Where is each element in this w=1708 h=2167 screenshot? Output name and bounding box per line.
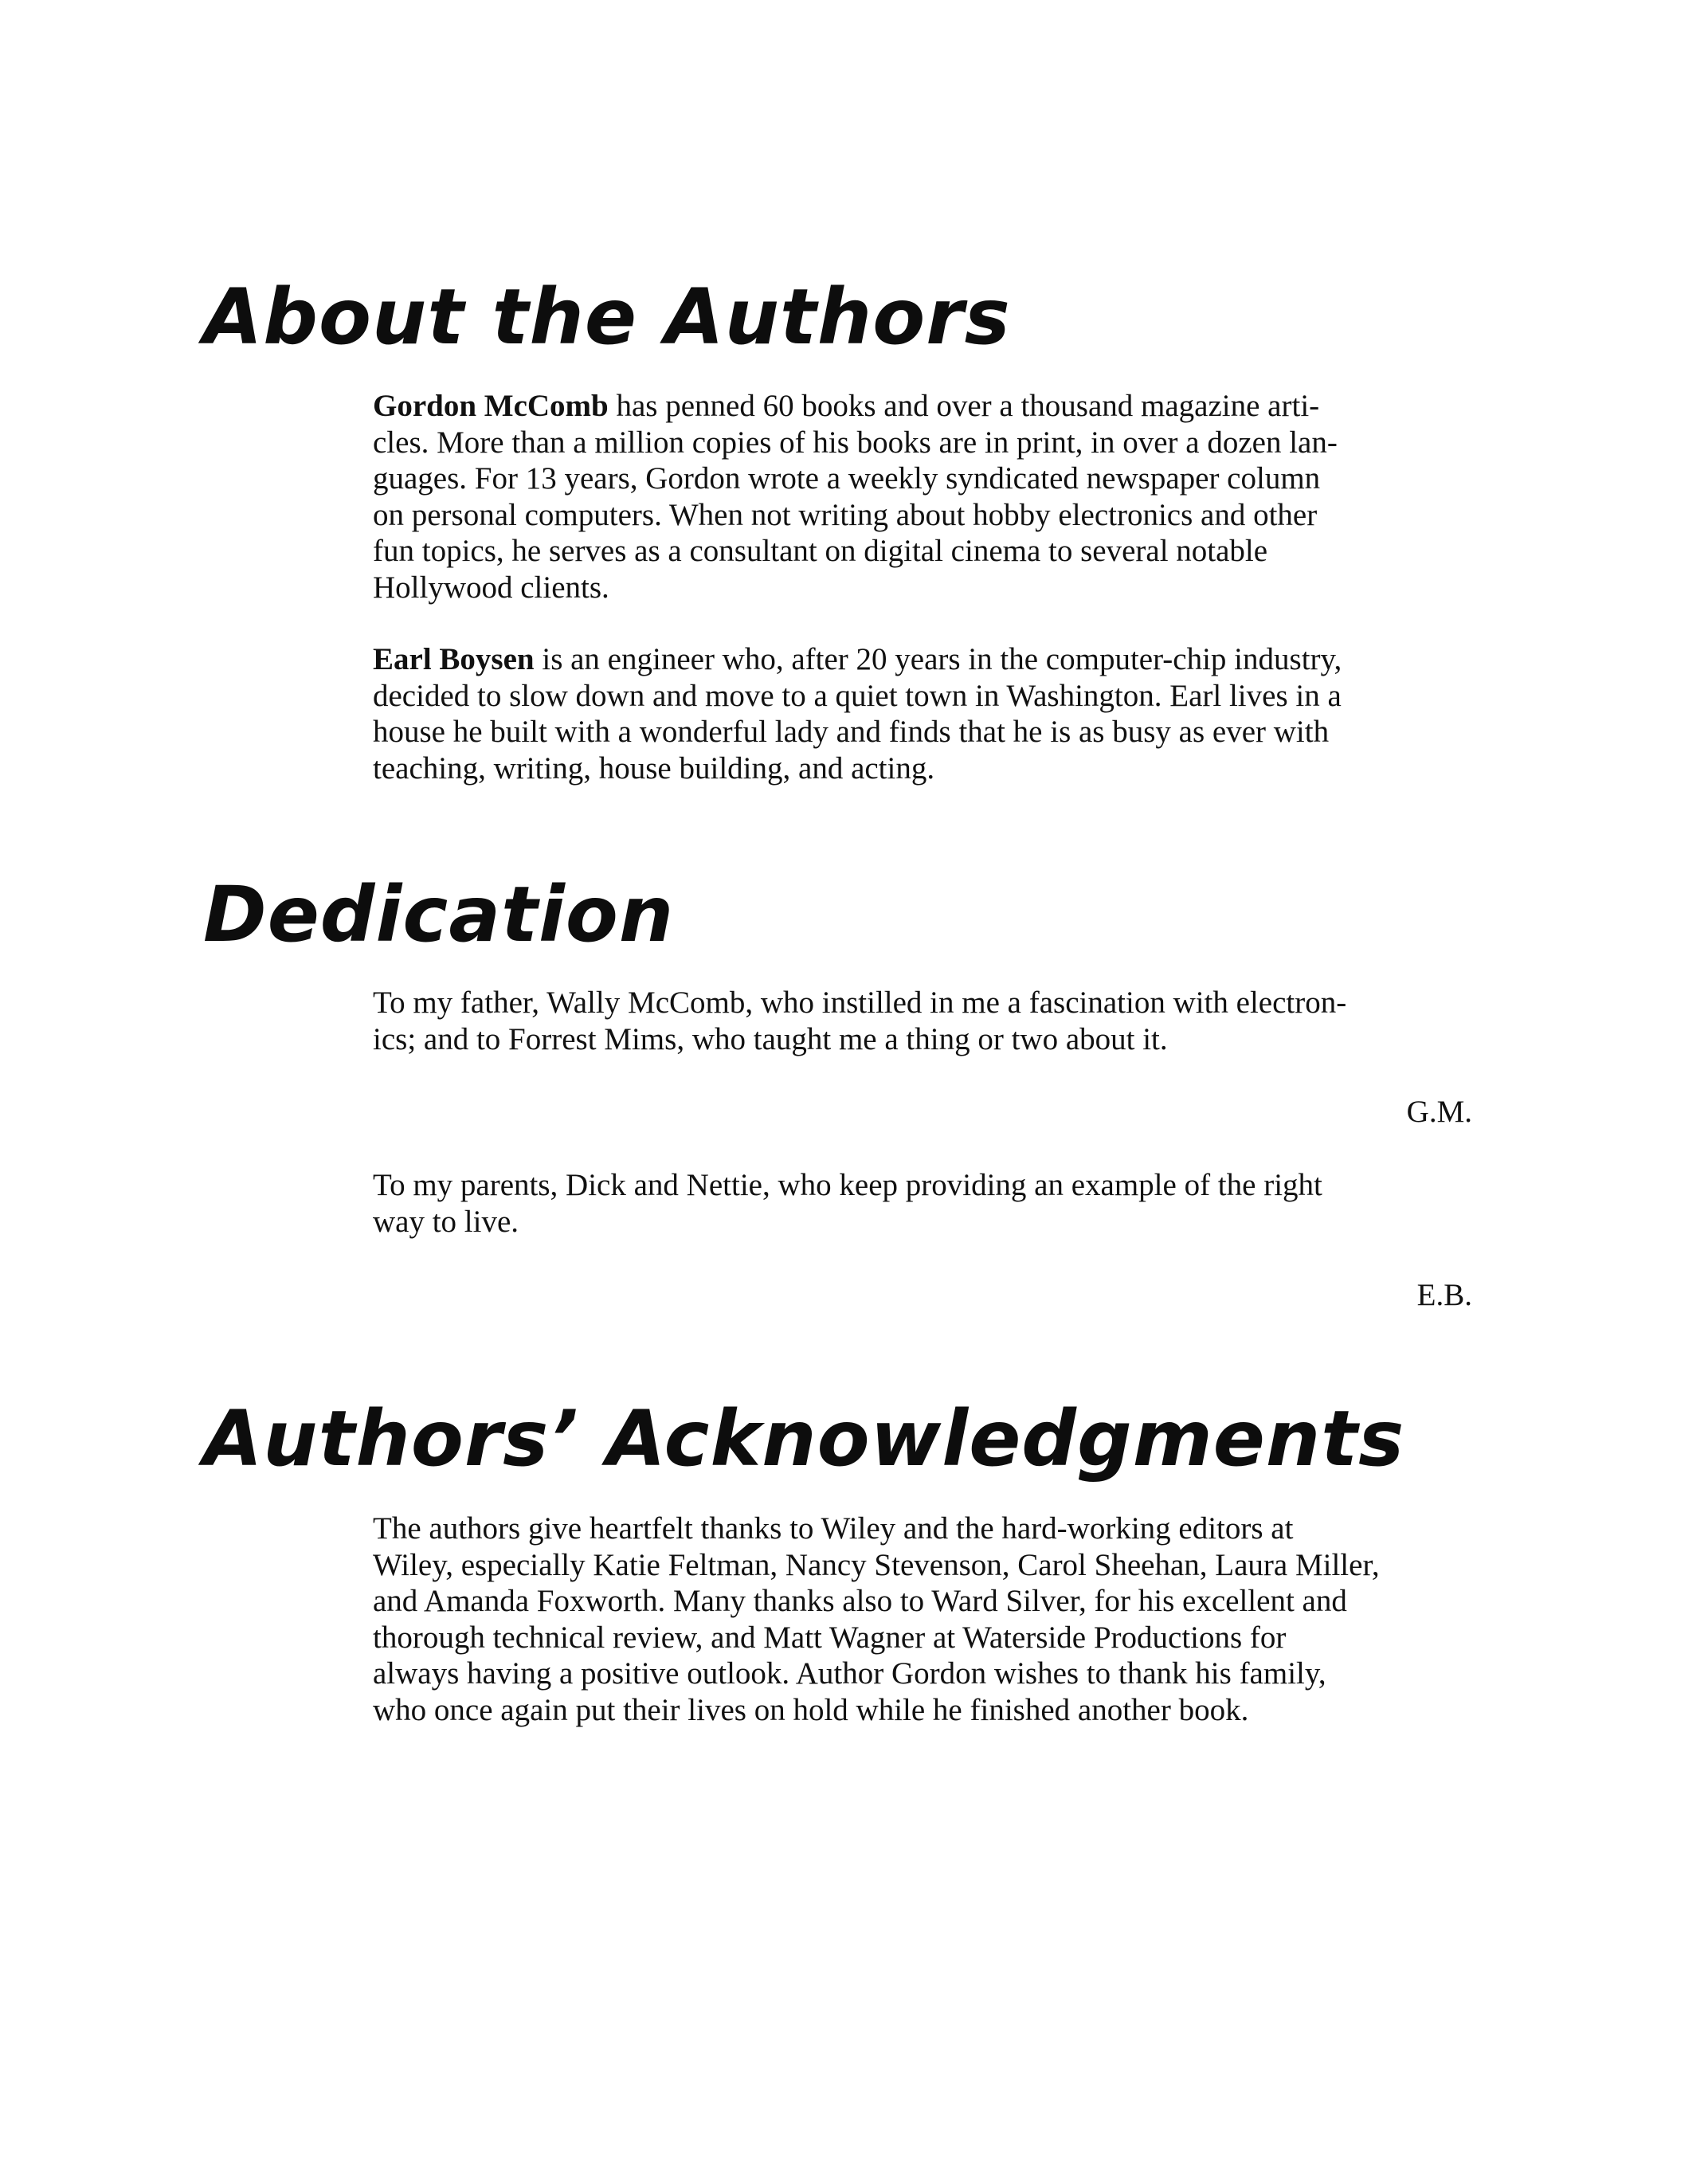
dedication-eb-line-2: way to live. [373,1204,519,1239]
gordon-bio-line-6: Hollywood clients. [373,570,609,605]
acknowledgments-heading: Authors’ Acknowledgments [203,1394,1405,1483]
dedication-eb-paragraph [373,1167,1488,1240]
acknowledgments-line-1: The authors give heartfelt thanks to Wiley and the hard-working editors at [373,1511,1294,1546]
author-name-earl: Earl Boysen [373,642,535,676]
signature-eb: E.B. [1416,1278,1472,1312]
dedication-gm-line-1: To my father, Wally McComb, who instilled in me a fascination with electron- [373,986,1347,1020]
gordon-bio-line-1: Gordon McComb has penned 60 books and over a thousand magazine arti- [373,389,1320,423]
acknowledgments-line-2: Wiley, especially Katie Feltman, Nancy Stevenson, Carol Sheehan, Laura Miller, [373,1547,1380,1582]
gordon-bio-line-3: guages. For 13 years, Gordon wrote a weekly syndicated newspaper column [373,461,1321,496]
gordon-bio-line-5: fun topics, he serves as a consultant on digital cinema to several notable [373,534,1268,568]
earl-bio-line-2: decided to slow down and move to a quiet town in Washington. Earl lives in a [373,678,1342,713]
dedication-gm-line-2: ics; and to Forrest Mims, who taught me a thing or two about it. [373,1021,1168,1056]
acknowledgments-paragraph [373,1511,1488,1728]
earl-bio-paragraph [373,641,1488,786]
dedication-eb-line-1: To my parents, Dick and Nettie, who keep providing an example of the right [373,1168,1322,1202]
gordon-bio-line-2: cles. More than a million copies of his books are in print, in over a dozen lan- [373,425,1338,460]
acknowledgments-line-5: always having a positive outlook. Author Gordon wishes to thank his family, [373,1656,1326,1691]
dedication-heading: Dedication [203,870,675,959]
gordon-bio-paragraph [373,388,1488,605]
acknowledgments-line-4: thorough technical review, and Matt Wagner at Waterside Productions for [373,1620,1287,1655]
earl-bio-line-4: teaching, writing, house building, and acting. [373,750,935,786]
acknowledgments-line-6: who once again put their lives on hold while he finished another book. [373,1692,1249,1727]
acknowledgments-line-3: and Amanda Foxworth. Many thanks also to Ward Silver, for his excellent and [373,1584,1347,1618]
earl-bio-line-3: house he built with a wonderful lady and finds that he is as busy as ever with [373,715,1330,749]
signature-gm: G.M. [1406,1095,1472,1129]
dedication-gm-paragraph [373,985,1488,1057]
earl-bio-line-1: Earl Boysen is an engineer who, after 20 years in the computer-chip industry, [373,642,1342,676]
about-authors-heading: About the Authors [203,272,1011,362]
author-name-gordon: Gordon McComb [373,389,609,423]
gordon-bio-line-4: on personal computers. When not writing about hobby electronics and other [373,497,1318,532]
